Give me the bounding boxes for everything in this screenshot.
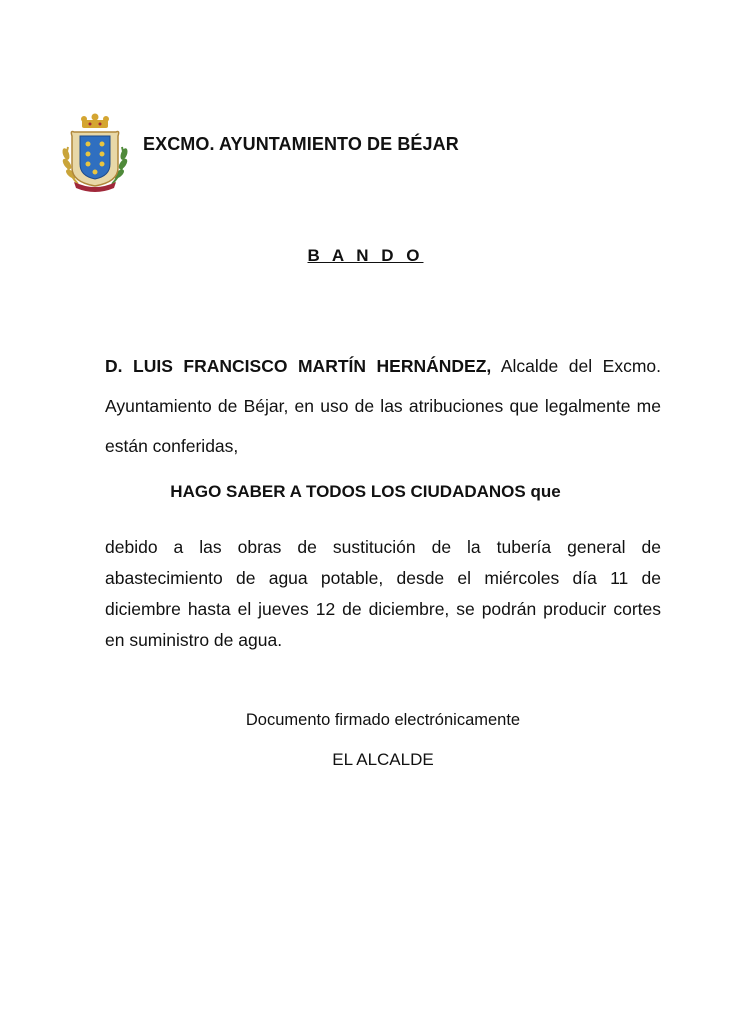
header	[60, 112, 130, 192]
body-paragraph: debido a las obras de sustitución de la tubería general de abastecimiento de agua potable, desde el miércoles día 11 de diciembre hasta el jueves 12 de diciembre, se podrán producir cortes en suministro de agua.	[105, 537, 661, 650]
signatory: EL ALCALDE	[332, 750, 434, 769]
mayor-name: D. LUIS FRANCISCO MARTÍN HERNÁNDEZ,	[105, 356, 492, 376]
municipal-coat-of-arms-icon	[60, 112, 130, 192]
intro-text: Alcalde del Excmo. Ayuntamiento de Béjar, en uso de las atribuciones que legalmente me están conferidas,	[105, 356, 661, 456]
notice-heading: HAGO SABER A TODOS LOS CIUDADANOS que	[170, 482, 561, 501]
document-title: B A N D O	[307, 246, 424, 265]
intro-paragraph	[105, 346, 661, 466]
organization-name: EXCMO. AYUNTAMIENTO DE BÉJAR	[143, 134, 459, 154]
signature-note: Documento firmado electrónicamente	[245, 711, 521, 729]
